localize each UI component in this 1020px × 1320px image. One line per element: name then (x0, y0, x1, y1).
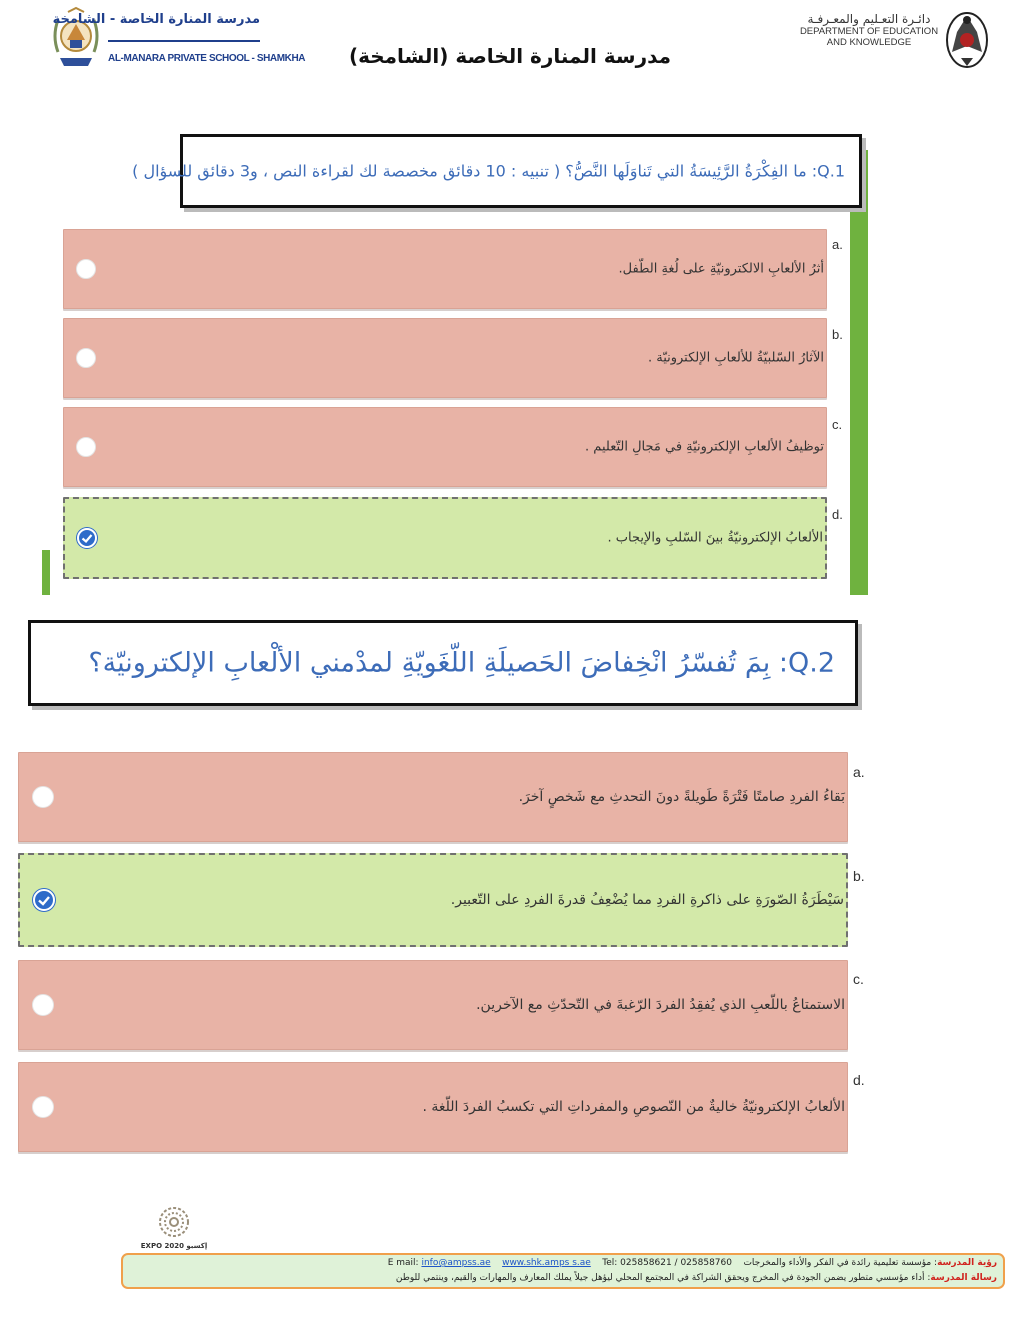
vision-label: رؤية المدرسة (937, 1258, 997, 1268)
footer-tel: Tel: 025858621 / 025858760 (602, 1258, 732, 1268)
option-text: الاستمتاعُ باللّعبِ الذي يُفقِدُ الفردَ الرّغبةَ في التّحدّثِ مع الآخرين. (476, 997, 845, 1013)
option-letter: d. (832, 507, 843, 522)
option-letter: a. (853, 764, 865, 780)
radio-unchecked-icon[interactable] (32, 994, 54, 1016)
radio-unchecked-icon[interactable] (32, 786, 54, 808)
footer-website-link[interactable]: www.shk.amps s.ae (502, 1258, 591, 1268)
department-name-english-line2: AND KNOWLEDGE (826, 37, 912, 48)
option-letter: d. (853, 1072, 865, 1088)
question1-box (132, 134, 862, 208)
option-text: أثرُ الألعابِ الالكترونيّةِ على لُغةِ الطّفل. (618, 261, 824, 277)
q2-option-d[interactable] (18, 1062, 848, 1152)
school-name-english: AL-MANARA PRIVATE SCHOOL - SHAMKHA (108, 53, 306, 64)
page-title: مدرسة المنارة الخاصة (الشامخة) (348, 44, 672, 68)
panel-green-edge (850, 150, 868, 595)
q2-option-a[interactable] (18, 752, 848, 842)
abu-dhabi-falcon-emblem-icon (942, 6, 992, 72)
option-text: توظيفُ الألعابِ الإلكترونيّةِ في مَجالِ التّعليم . (585, 439, 824, 455)
school-name-block (52, 8, 306, 70)
option-letter: a. (832, 237, 843, 252)
q2-option-c[interactable] (18, 960, 848, 1050)
expo-label: EXPO 2020 إكسبو (140, 1242, 208, 1250)
radio-unchecked-icon[interactable] (32, 1096, 54, 1118)
footer-email-link[interactable]: info@ampss.ae (421, 1258, 491, 1268)
radio-unchecked-icon[interactable] (76, 437, 96, 457)
radio-checked-icon[interactable] (33, 889, 55, 911)
mission-text: : أداء مؤسسي متطور يضمن الجودة في المخرج ويحقق الشراكة في المجتمع المحلي ليؤهل جيلاً يملك المعارف والمهارات والقيم، وينتمي للوطن (395, 1273, 931, 1283)
option-text: الآثارُ السّلبيّةُ للألعابِ الإلكترونيّة . (647, 350, 824, 366)
q1-option-c[interactable] (63, 407, 827, 487)
option-letter: b. (853, 868, 865, 884)
q1-option-d-selected[interactable] (63, 497, 827, 579)
option-text: بَقاءُ الفردِ صامتًا فَتْرَةً طَويلةً دونَ التحدثِ مع شَخصٍ آخرَ. (518, 789, 845, 805)
q1-option-a[interactable] (63, 229, 827, 309)
vision-text: : مؤسسة تعليمية رائدة في الفكر والأداء والمخرجات (743, 1258, 938, 1268)
panel-green-edge-left (42, 550, 50, 595)
school-name-divider (108, 40, 260, 42)
question2-box (28, 620, 858, 706)
option-letter: c. (853, 971, 864, 987)
radio-unchecked-icon[interactable] (76, 259, 96, 279)
q1-option-b[interactable] (63, 318, 827, 398)
footer-contact-box (121, 1253, 1005, 1289)
question2-text: Q.2: بِمَ تُفسّرُ انْخِفاضَ الحَصيلَةِ اللّغَويّةِ لمدْمني الألْعابِ الإلكترونيّة؟ (88, 647, 835, 679)
expo-2020-logo-icon (118, 1204, 230, 1252)
school-name-arabic: مدرسة المنارة الخاصة - الشامخة (52, 12, 260, 27)
mission-label: رسالة المدرسة (930, 1273, 997, 1283)
option-letter: c. (832, 417, 843, 432)
department-name-arabic: دائـرة التعـليم والمعـرفـة (807, 12, 931, 26)
question1-text: Q.1: ما الفِكْرَةُ الرَّئِيسَةُ التي تَناوَلَها النَّصُّ؟ ( تنبيه : 10 دقائق مخصصة لك لقراءة النص ، و3 دقائق للسؤال ) (132, 161, 845, 181)
option-text: سَيْطَرَةُ الصّورَةِ على ذاكرةِ الفردِ مما يُضْعِفُ قدرةَ الفردِ على التّعبير. (450, 892, 844, 908)
option-letter: b. (832, 327, 843, 342)
option-text: الألعابُ الإلكترونيّةُ بينَ السّلبِ والإيجاب . (607, 530, 823, 546)
radio-checked-icon[interactable] (77, 528, 97, 548)
radio-unchecked-icon[interactable] (76, 348, 96, 368)
department-name-english-line1: DEPARTMENT OF EDUCATION (799, 26, 939, 37)
department-name-block (796, 12, 942, 58)
option-text: الألعابُ الإلكترونيّةُ خاليةٌ من النّصوصِ والمفرداتِ التي تكسبُ الفردَ اللّغة . (422, 1099, 845, 1115)
footer-line-vision (388, 1258, 997, 1268)
q2-option-b-selected[interactable] (18, 853, 848, 947)
footer-line-mission (396, 1273, 997, 1283)
footer-email-label: E mail: (387, 1258, 419, 1268)
